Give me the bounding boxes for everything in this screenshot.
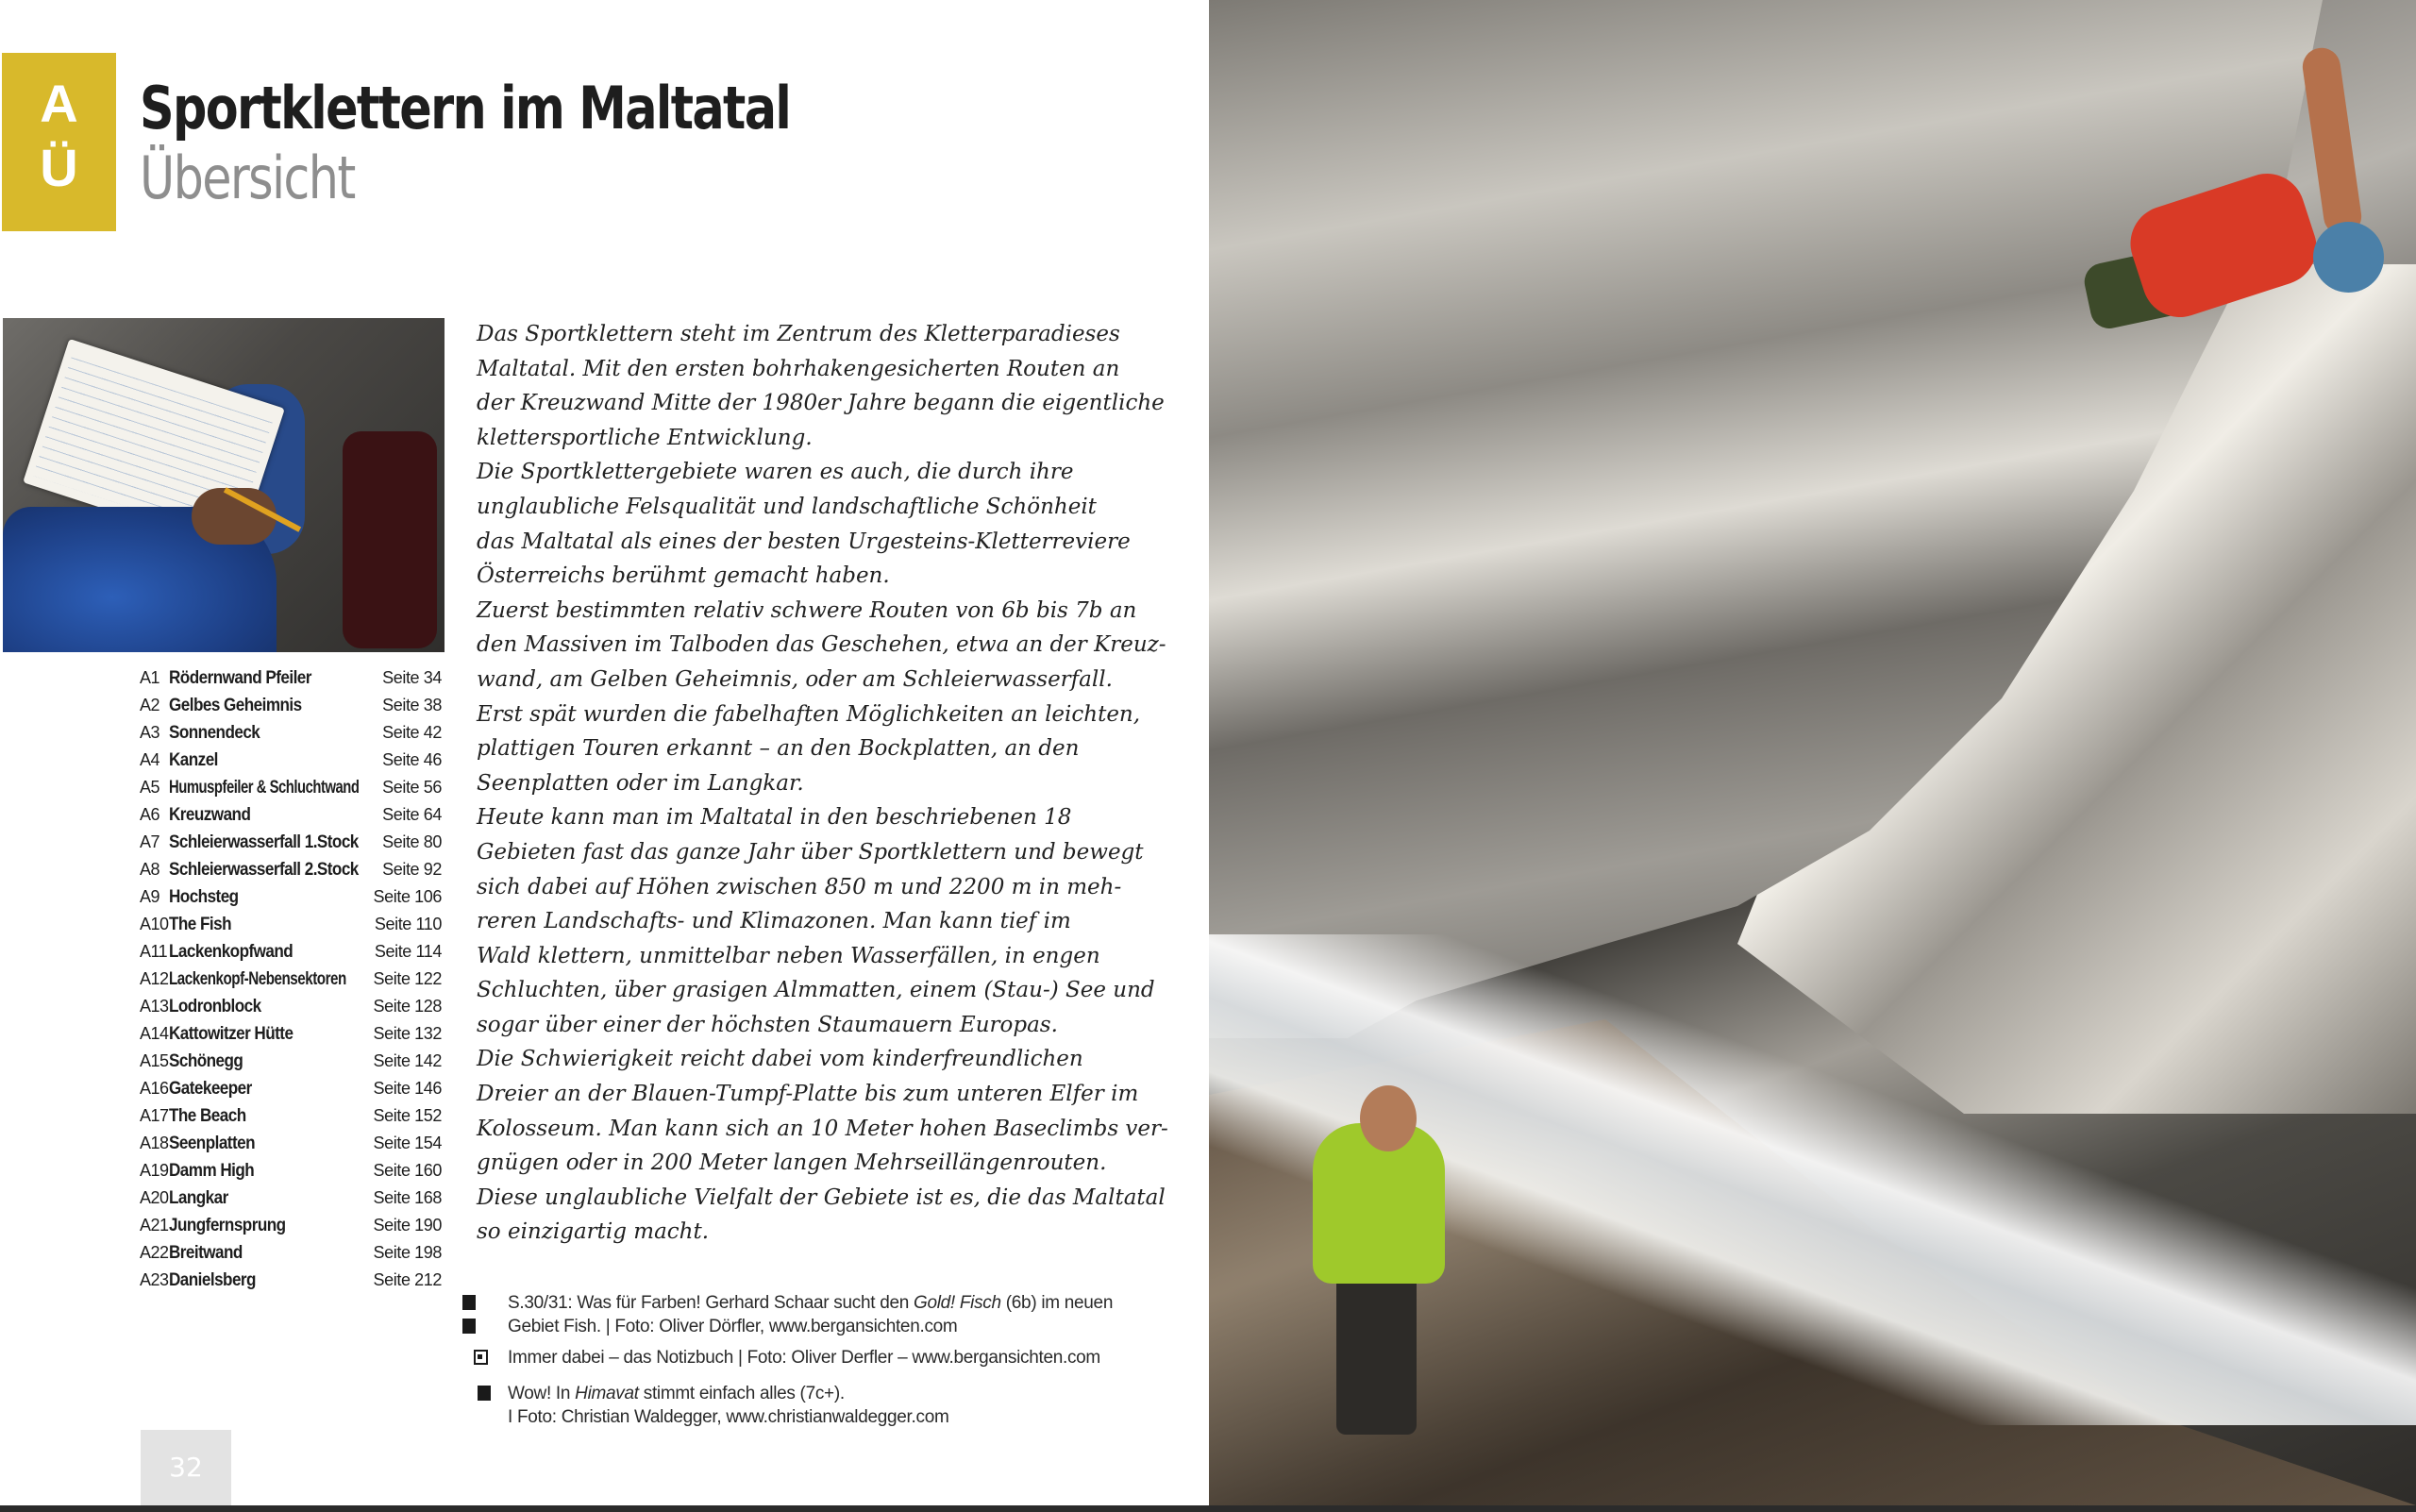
route-name: Lodronblock <box>169 997 261 1016</box>
body-line: Gebieten fast das ganze Jahr über Sportklettern und bewegt <box>477 839 1144 865</box>
route-name: Lackenkopf-Nebensektoren <box>169 969 346 989</box>
route-name: Lackenkopfwand <box>169 942 294 962</box>
route-code: A15 <box>140 1051 169 1070</box>
body-line: das Maltatal als eines der besten Urgesteins-Kletterreviere <box>477 529 1131 554</box>
route-row <box>140 938 442 966</box>
route-code: A16 <box>140 1079 169 1098</box>
page-subtitle: Übersicht <box>140 143 355 212</box>
body-line: Diese unglaubliche Vielfalt der Gebiete ist es, die das Maltatal <box>477 1184 1166 1210</box>
route-page: Seite 56 <box>382 778 442 797</box>
route-name: Jungfernsprung <box>169 1216 286 1235</box>
route-code: A22 <box>140 1243 169 1262</box>
route-page: Seite 154 <box>373 1134 442 1152</box>
route-row <box>140 801 442 829</box>
body-text <box>477 317 1168 1250</box>
route-row <box>140 1048 442 1075</box>
photo-climber-arm <box>2300 45 2363 238</box>
route-page: Seite 64 <box>382 805 442 824</box>
route-code: A12 <box>140 969 169 988</box>
photo-climber <box>2030 38 2408 359</box>
route-page: Seite 110 <box>374 915 442 933</box>
route-row <box>140 1239 442 1267</box>
body-line: Schluchten, über grasigen Almmatten, einem (Stau-) See und <box>477 978 1155 1003</box>
double-page-icon <box>462 1295 478 1342</box>
body-line: Das Sportklettern steht im Zentrum des Kletterparadieses <box>477 322 1120 346</box>
route-row <box>140 1184 442 1212</box>
left-page <box>0 0 1209 1505</box>
body-line: Wald klettern, unmittelbar neben Wasserfällen, in engen <box>477 943 1100 968</box>
body-line: wand, am Gelben Geheimnis, oder am Schleierwasserfall. <box>477 666 1113 692</box>
body-line: reren Landschafts- und Klimazonen. Man kann tief im <box>477 909 1071 934</box>
left-photo-icon <box>474 1350 490 1373</box>
route-page: Seite 80 <box>382 832 442 851</box>
route-code: A6 <box>140 805 160 824</box>
photo-climbing-gear <box>343 431 437 648</box>
route-name: Gelbes Geheimnis <box>169 696 302 715</box>
route-page: Seite 146 <box>373 1079 442 1098</box>
page-title: Sportklettern im Maltatal <box>140 74 791 143</box>
body-line: Kolosseum. Man kann sich an 10 Meter hohen Baseclimbs ver- <box>477 1116 1168 1141</box>
route-name: Gatekeeper <box>169 1079 252 1099</box>
route-row <box>140 1212 442 1239</box>
route-code: A5 <box>140 778 160 797</box>
route-row <box>140 747 442 774</box>
route-name: Sonnendeck <box>169 723 260 743</box>
route-code: A1 <box>140 668 160 687</box>
route-page: Seite 106 <box>373 887 442 906</box>
body-line: Die Sportklettergebiete waren es auch, die durch ihre <box>477 460 1074 485</box>
route-name: Kanzel <box>169 750 218 770</box>
route-page: Seite 92 <box>382 860 442 879</box>
chapter-letter-top: A <box>40 74 78 133</box>
body-line: unglaubliche Felsqualität und landschaftliche Schönheit <box>477 494 1097 519</box>
photo-belayer-legs <box>1336 1274 1417 1435</box>
body-line: klettersportliche Entwicklung. <box>477 425 813 450</box>
caption-line: Wow! In Himavat stimmt einfach alles (7c+). <box>508 1384 845 1403</box>
route-name: Damm High <box>169 1161 255 1181</box>
chapter-letter-bottom: Ü <box>40 138 78 197</box>
notebook-photo <box>3 318 445 652</box>
body-line: sich dabei auf Höhen zwischen 850 m und 2200 m in meh- <box>477 874 1122 899</box>
caption-line: Gebiet Fish. | Foto: Oliver Dörfler, www.bergansichten.com <box>508 1317 958 1336</box>
route-code: A17 <box>140 1106 169 1125</box>
route-code: A2 <box>140 696 160 714</box>
route-page: Seite 160 <box>373 1161 442 1180</box>
route-code: A8 <box>140 860 160 879</box>
bottom-edge <box>0 1505 2416 1512</box>
route-page: Seite 114 <box>374 942 442 961</box>
photo-belayer <box>1294 1085 1454 1444</box>
body-line: den Massiven im Talboden das Geschehen, etwa an der Kreuz- <box>477 632 1166 658</box>
route-code: A4 <box>140 750 160 769</box>
route-code: A23 <box>140 1270 169 1289</box>
route-name: Kreuzwand <box>169 805 251 825</box>
route-row <box>140 774 442 801</box>
body-line: Heute kann man im Maltatal in den beschriebenen 18 <box>477 805 1072 831</box>
route-row <box>140 1130 442 1157</box>
right-photo-icon <box>478 1386 493 1409</box>
caption-line: S.30/31: Was für Farben! Gerhard Schaar sucht den Gold! Fisch (6b) im neuen <box>508 1293 1114 1313</box>
body-line: Maltatal. Mit den ersten bohrhakengesicherten Routen an <box>477 356 1120 381</box>
route-code: A11 <box>140 942 168 961</box>
route-page: Seite 38 <box>382 696 442 714</box>
route-name: Schleierwasserfall 1.Stock <box>169 832 359 852</box>
body-line: plattigen Touren erkannt – an den Bockplatten, an den <box>477 736 1080 762</box>
route-row <box>140 1020 442 1048</box>
body-line: Seenplatten oder im Langkar. <box>477 770 804 796</box>
body-line: Die Schwierigkeit reicht dabei vom kinderfreundlichen <box>477 1047 1083 1072</box>
body-line: Dreier an der Blauen-Tumpf-Platte bis zum unteren Elfer im <box>477 1082 1139 1107</box>
route-name: The Fish <box>169 915 231 934</box>
route-page: Seite 128 <box>373 997 442 1016</box>
route-page: Seite 34 <box>382 668 442 687</box>
body-line: gnügen oder in 200 Meter langen Mehrseillängenrouten. <box>477 1151 1107 1176</box>
route-page: Seite 42 <box>382 723 442 742</box>
route-page: Seite 122 <box>373 969 442 988</box>
route-page: Seite 190 <box>373 1216 442 1235</box>
caption-line: I Foto: Christian Waldegger, www.christianwaldegger.com <box>508 1407 949 1427</box>
photo-climber-helmet <box>2313 222 2384 293</box>
route-name: Breitwand <box>169 1243 243 1263</box>
body-line: der Kreuzwand Mitte der 1980er Jahre begann die eigentliche <box>477 391 1165 416</box>
route-code: A21 <box>140 1216 169 1235</box>
climbing-photo <box>1209 0 2416 1505</box>
route-row <box>140 1075 442 1102</box>
route-page: Seite 168 <box>373 1188 442 1207</box>
route-row <box>140 993 442 1020</box>
route-row <box>140 664 442 692</box>
route-name: Danielsberg <box>169 1270 256 1290</box>
chapter-tab <box>2 53 116 231</box>
route-name: Schleierwasserfall 2.Stock <box>169 860 359 880</box>
route-name: Rödernwand Pfeiler <box>169 668 311 688</box>
page-number: 32 <box>141 1430 231 1505</box>
route-page: Seite 132 <box>373 1024 442 1043</box>
route-code: A19 <box>140 1161 169 1180</box>
route-name: Langkar <box>169 1188 228 1208</box>
route-page: Seite 142 <box>373 1051 442 1070</box>
route-list <box>140 664 442 1294</box>
route-code: A3 <box>140 723 160 742</box>
route-name: Schönegg <box>169 1051 243 1071</box>
body-line: Österreichs berühmt gemacht haben. <box>477 563 890 589</box>
body-line: Zuerst bestimmten relativ schwere Routen von 6b bis 7b an <box>477 597 1137 623</box>
route-row <box>140 1102 442 1130</box>
route-page: Seite 152 <box>373 1106 442 1125</box>
photo-climber-shirt <box>2121 164 2326 328</box>
route-code: A9 <box>140 887 160 906</box>
body-line: sogar über einer der höchsten Staumauern Europas. <box>477 1012 1058 1037</box>
route-code: A14 <box>140 1024 169 1043</box>
route-code: A7 <box>140 832 160 851</box>
route-row <box>140 911 442 938</box>
route-row <box>140 1157 442 1184</box>
caption-line: Immer dabei – das Notizbuch | Foto: Oliver Derfler – www.bergansichten.com <box>508 1348 1100 1368</box>
body-line: so einzigartig macht. <box>477 1219 710 1245</box>
body-line: Erst spät wurden die fabelhaften Möglichkeiten an leichten, <box>477 701 1141 727</box>
route-code: A18 <box>140 1134 169 1152</box>
route-code: A13 <box>140 997 169 1016</box>
route-row <box>140 692 442 719</box>
route-row <box>140 719 442 747</box>
route-name: Seenplatten <box>169 1134 255 1153</box>
route-row <box>140 856 442 883</box>
route-page: Seite 198 <box>373 1243 442 1262</box>
photo-belayer-head <box>1360 1085 1417 1151</box>
route-name: Humuspfeiler & Schluchtwand <box>169 778 360 798</box>
route-row <box>140 1267 442 1294</box>
route-name: Kattowitzer Hütte <box>169 1024 294 1044</box>
route-name: Hochsteg <box>169 887 239 907</box>
route-row <box>140 829 442 856</box>
route-row <box>140 966 442 993</box>
route-name: The Beach <box>169 1106 246 1126</box>
route-row <box>140 883 442 911</box>
route-code: A20 <box>140 1188 169 1207</box>
route-page: Seite 46 <box>382 750 442 769</box>
route-page: Seite 212 <box>373 1270 442 1289</box>
route-code: A10 <box>140 915 169 933</box>
